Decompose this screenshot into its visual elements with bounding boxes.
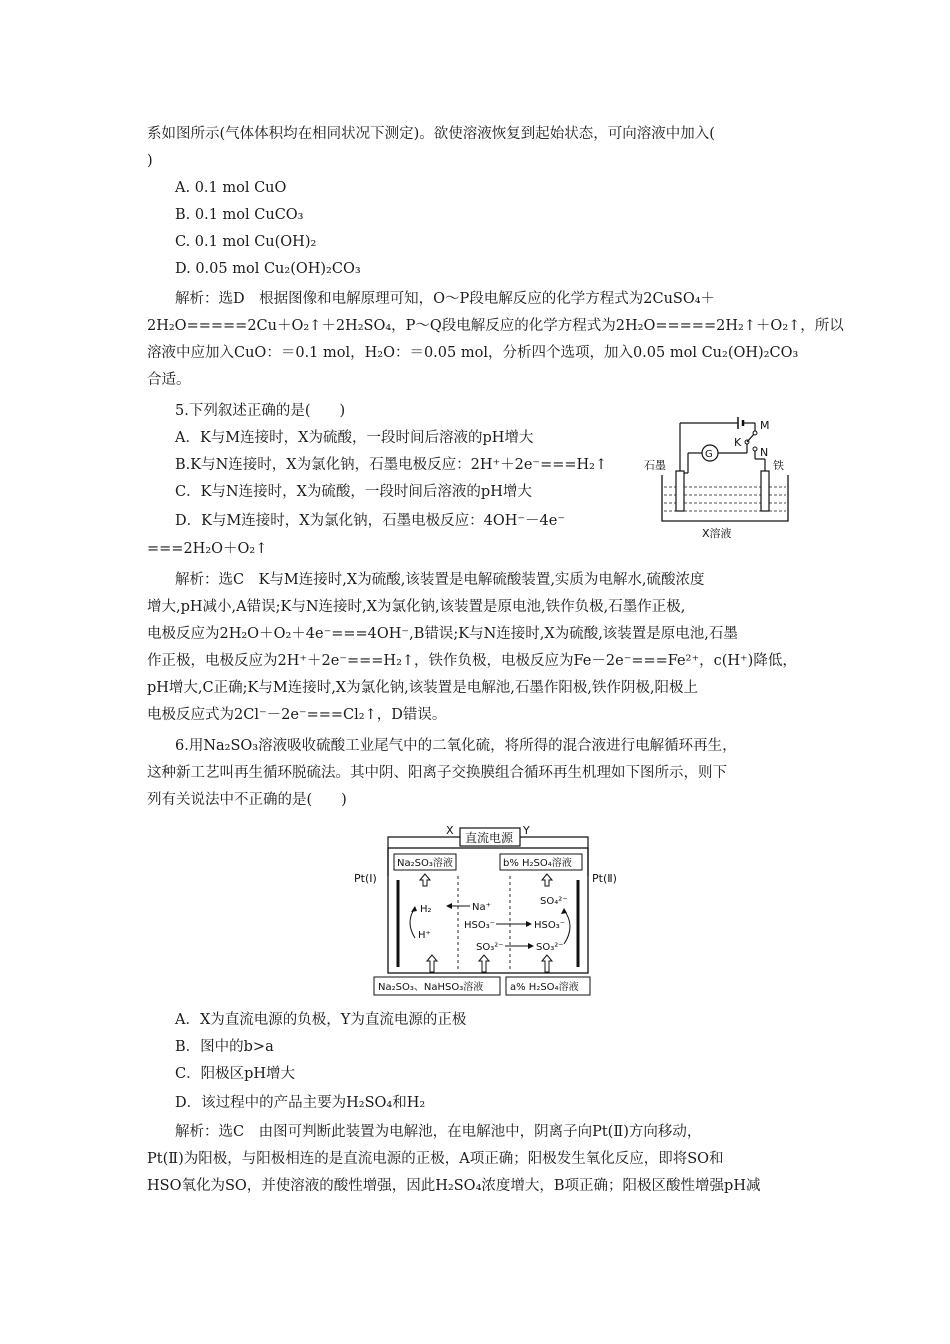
h2-label: H₂: [420, 904, 432, 915]
q5-stem: 5.下列叙述正确的是( ): [175, 403, 346, 419]
q5-analysis-line: 电极反应式为2Cl⁻－2e⁻===Cl₂↑，D错误。: [147, 707, 447, 723]
switch-n-label: N: [760, 446, 769, 459]
q4-option-c: C. 0.1 mol Cu(OH)₂: [175, 234, 317, 250]
q6-option-d: D．该过程中的产品主要为H₂SO₄和H₂: [175, 1095, 426, 1111]
q5-option-c: C．K与N连接时，X为硫酸，一段时间后溶液的pH增大: [175, 484, 532, 500]
switch-m-label: M: [760, 419, 770, 432]
hso3-left-label: HSO₃⁻: [464, 920, 496, 931]
switch-k-label: K: [734, 436, 742, 449]
so3-right-label: SO₃²⁻: [536, 942, 564, 953]
regeneration-cell-figure: [350, 820, 630, 1002]
q4-analysis-line: 溶液中应加入CuO：＝0.1 mol，H₂O：＝0.05 mol，分析四个选项，加入0.05 mol Cu₂(OH)₂CO₃: [147, 345, 799, 361]
q5-option-b: B.K与N连接时，X为氯化钠，石墨电极反应：2H⁺＋2e⁻===H₂↑: [175, 457, 608, 473]
so4-label: SO₄²⁻: [540, 896, 568, 907]
q6-stem-line: 列有关说法中不正确的是( ): [147, 792, 347, 808]
bottom-right-solution: a% H₂SO₄溶液: [510, 982, 579, 993]
q5-analysis-line: 电极反应为2H₂O＋O₂＋4e⁻===4OH⁻,B错误;K与N连接时,X为硫酸,该装置是原电池,石墨: [147, 626, 738, 642]
q4-analysis-line: 2H₂O=====2Cu＋O₂↑＋2H₂SO₄，P～Q段电解反应的化学方程式为2H₂O=====2H₂↑＋O₂↑，所以: [147, 318, 844, 334]
q6-analysis-line: HSO氧化为SO，并使溶液的酸性增强，因此H₂SO₄浓度增大，B项正确；阳极区酸性增强pH减: [147, 1178, 761, 1194]
q6-analysis-line: 解析：选C 由图可判断此装置为电解池，在电解池中，阴离子向Pt(Ⅱ)方向移动，: [175, 1124, 702, 1140]
electrolysis-cell-figure: [640, 403, 800, 543]
q4-stem-line: ): [147, 153, 153, 169]
top-right-solution: b% H₂SO₄溶液: [503, 858, 572, 869]
na-label: Na⁺: [472, 902, 491, 913]
q5-option-d: D．K与M连接时，X为氯化钠，石墨电极反应：4OH⁻－4e⁻: [175, 513, 565, 529]
solution-label: X溶液: [702, 527, 732, 540]
q6-analysis-line: Pt(Ⅱ)为阳极，与阳极相连的是直流电源的正极，A项正确；阳极发生氧化反应，即将SO和: [147, 1151, 724, 1167]
q5-analysis-line: 解析：选C K与M连接时,X为硫酸,该装置是电解硫酸装置,实质为电解水,硫酸浓度: [175, 572, 705, 588]
top-left-solution: Na₂SO₃溶液: [397, 858, 453, 869]
q5-analysis-line: 增大,pH减小,A错误;K与N连接时,X为氯化钠,该装置是原电池,铁作负极,石墨作正极,: [147, 599, 686, 615]
graphite-label: 石墨: [644, 459, 666, 472]
q6-option-b: B．图中的b>a: [175, 1039, 274, 1055]
pt1-label: Pt(Ⅰ): [354, 872, 377, 885]
q6-stem-line: 这种新工艺叫再生循环脱硫法。其中阴、阳离子交换膜组合循环再生机理如下图所示，则下: [147, 765, 727, 781]
q5-option-a: A．K与M连接时，X为硫酸，一段时间后溶液的pH增大: [175, 430, 534, 446]
y-terminal-label: Y: [523, 824, 530, 837]
so3-left-label: SO₃²⁻: [476, 942, 504, 953]
q4-option-b: B. 0.1 mol CuCO₃: [175, 207, 304, 223]
q4-stem-line: 系如图所示(气体体积均在相同状况下测定)。欲使溶液恢复到起始状态，可向溶液中加入(: [147, 126, 715, 142]
q4-option-d: D. 0.05 mol Cu₂(OH)₂CO₃: [175, 261, 361, 277]
q6-option-a: A．X为直流电源的负极，Y为直流电源的正极: [175, 1012, 467, 1028]
q5-analysis-line: 作正极，电极反应为2H⁺＋2e⁻===H₂↑，铁作负极，电极反应为Fe－2e⁻===Fe²⁺，c(H⁺)降低，: [147, 653, 797, 669]
bottom-left-solution: Na₂SO₃、NaHSO₃溶液: [378, 982, 484, 993]
galvanometer-label: G: [705, 449, 713, 460]
q5-option-d-cont: ===2H₂O＋O₂↑: [147, 541, 268, 557]
q4-option-a: A. 0.1 mol CuO: [175, 180, 287, 196]
q5-analysis-line: pH增大,C正确;K与M连接时,X为氯化钠,该装置是电解池,石墨作阳极,铁作阴极,阳极上: [147, 680, 699, 696]
pt2-label: Pt(Ⅱ): [592, 872, 617, 885]
power-label: 直流电源: [465, 831, 514, 845]
q4-analysis-line: 解析：选D 根据图像和电解原理可知，O～P段电解反应的化学方程式为2CuSO₄＋: [175, 291, 716, 307]
hplus-label: H⁺: [418, 930, 431, 941]
q4-analysis-line: 合适。: [147, 372, 191, 388]
iron-label: 铁: [773, 459, 784, 472]
hso3-right-label: HSO₃⁻: [534, 920, 566, 931]
q6-stem-line: 6.用Na₂SO₃溶液吸收硫酸工业尾气中的二氧化硫，将所得的混合液进行电解循环再生，: [175, 738, 737, 754]
q6-option-c: C．阳极区pH增大: [175, 1066, 296, 1082]
x-terminal-label: X: [446, 824, 454, 837]
